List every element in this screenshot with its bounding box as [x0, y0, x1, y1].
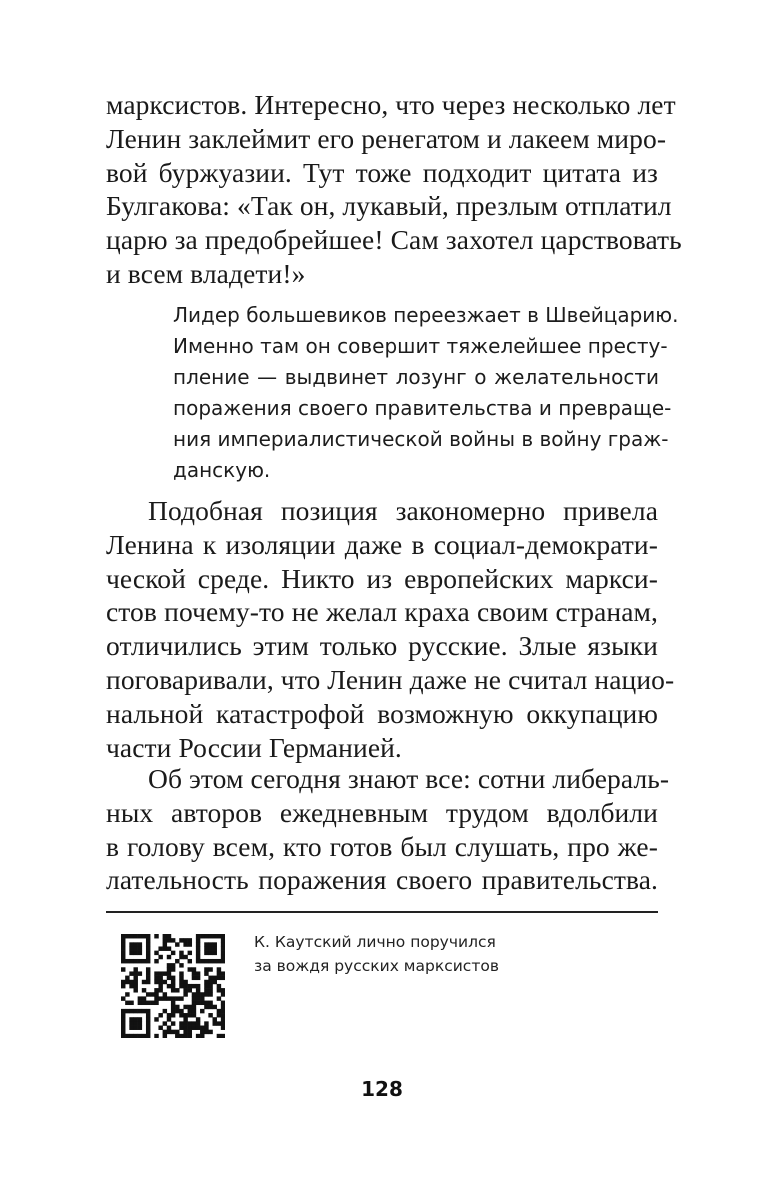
text-line: части России Германией. — [106, 731, 402, 763]
callout-line: Лидер большевиков переезжает в Швейцарию. — [173, 303, 679, 327]
paragraph-isolation — [106, 494, 675, 764]
text-line: стов почему-то не желал краха своим странам, — [106, 596, 658, 628]
paragraph-liberal-authors — [106, 762, 670, 897]
qr-caption-line: за вождя русских марксистов — [254, 957, 499, 975]
callout-block — [173, 300, 679, 486]
text-line: ческой среде. Никто из европейских маркси- — [106, 562, 658, 594]
text-line: ных авторов ежедневным трудом вдолбили — [106, 796, 658, 828]
text-line: Об этом сегодня знают все: сотни либераль- — [148, 763, 670, 794]
callout-line: пление — выдвинет лозунг о желательности — [173, 365, 659, 389]
text-line: царю за предобрейшее! Сам захотел царствовать — [106, 224, 682, 256]
text-line: Ленин заклеймит его ренегатом и лакеем миро- — [106, 122, 667, 154]
text-line: Булгакова: «Так он, лукавый, презлым отплатил — [106, 190, 672, 222]
qr-code-graphic — [121, 934, 225, 1038]
callout-line: ния империалистической войны в войну граж- — [173, 427, 669, 451]
paragraph-continued — [106, 88, 682, 291]
text-line: отличились этим только русские. Злые языки — [106, 630, 658, 662]
text-line: Подобная позиция закономерно привела — [148, 495, 658, 526]
footnote-divider — [106, 911, 658, 913]
text-line: в голову всем, кто готов был слушать, про же- — [106, 830, 658, 862]
text-line: марксистов. Интересно, что через несколько лет — [106, 89, 676, 120]
text-line: Ленина к изоляции даже в социал-демократи- — [106, 528, 658, 560]
text-line: и всем владети!» — [106, 257, 306, 289]
callout-line: данскую. — [173, 458, 271, 482]
qr-caption-line: К. Каутский лично поручился — [254, 933, 496, 951]
text-line: нальной катастрофой возможную оккупацию — [106, 697, 658, 729]
text-line: поговаривали, что Ленин даже не считал нацио- — [106, 663, 675, 695]
qr-caption — [254, 930, 654, 978]
text-line: лательность поражения своего правительства. — [106, 864, 658, 896]
qr-code-icon[interactable] — [121, 934, 225, 1038]
text-line: вой буржуазии. Тут тоже подходит цитата из — [106, 156, 658, 188]
page-number: 128 — [361, 1077, 403, 1101]
callout-line: Именно там он совершит тяжелейшее престу- — [173, 334, 668, 358]
callout-line: поражения своего правительства и превраще- — [173, 396, 672, 420]
